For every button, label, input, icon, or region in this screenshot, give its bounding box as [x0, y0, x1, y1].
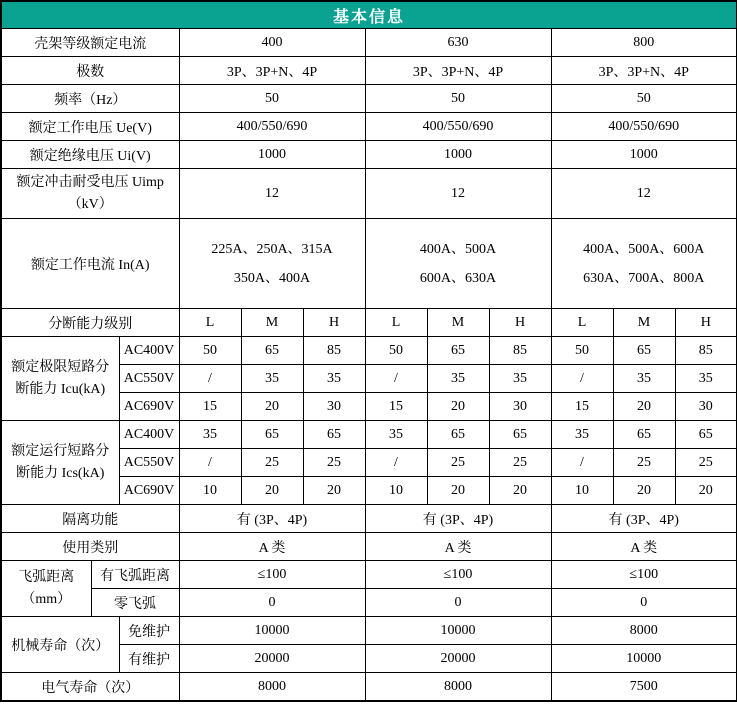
- row-label-ics-line1: 额定运行短路分: [11, 443, 110, 459]
- row-label-uimp-line1: 额定冲击耐受电压 Uimp: [16, 174, 164, 190]
- row-label-icu: [1, 337, 119, 421]
- value-cell: 12: [365, 169, 551, 219]
- sub-label: AC550V: [119, 449, 179, 477]
- row-label-frame-current: 壳架等级额定电流: [1, 29, 179, 57]
- value-cell: 12: [179, 169, 365, 219]
- value-cell: 20: [303, 477, 365, 505]
- value-cell: L: [179, 309, 241, 337]
- row-label-icu-line2: 断能力 Icu(kA): [15, 381, 106, 397]
- value-cell: M: [241, 309, 303, 337]
- value-cell: /: [179, 365, 241, 393]
- value-cell: 20000: [179, 645, 365, 673]
- value-cell: 20: [613, 393, 675, 421]
- value-line: 600A、630A: [419, 270, 497, 286]
- value-cell: 35: [303, 365, 365, 393]
- value-cell: 35: [613, 365, 675, 393]
- value-cell: ≤100: [179, 561, 365, 589]
- value-cell: 25: [427, 449, 489, 477]
- value-cell: 0: [179, 589, 365, 617]
- value-cell: 50: [179, 85, 365, 113]
- sub-label: 有维护: [119, 645, 179, 673]
- value-cell: /: [179, 449, 241, 477]
- row-label-mech-life: 机械寿命（次）: [1, 617, 119, 673]
- value-cell: 30: [489, 393, 551, 421]
- sub-label: AC690V: [119, 477, 179, 505]
- value-cell: 15: [365, 393, 427, 421]
- sub-label: 免维护: [119, 617, 179, 645]
- value-cell: M: [613, 309, 675, 337]
- value-cell: 35: [675, 365, 737, 393]
- value-cell: 10000: [551, 645, 737, 673]
- value-cell: 有 (3P、4P): [551, 505, 737, 533]
- value-cell: 30: [675, 393, 737, 421]
- value-cell: 25: [303, 449, 365, 477]
- value-cell: 65: [303, 421, 365, 449]
- row-label-uimp-line2: （kV）: [67, 196, 113, 212]
- value-cell: A 类: [179, 533, 365, 561]
- row-label-arc-line1: 飞弧距离: [18, 569, 75, 585]
- value-cell: 10000: [365, 617, 551, 645]
- value-cell: /: [551, 449, 613, 477]
- value-cell: 有 (3P、4P): [365, 505, 551, 533]
- value-cell: [365, 219, 551, 309]
- value-line: 400A、500A、600A: [583, 241, 705, 257]
- value-cell: 12: [551, 169, 737, 219]
- value-cell: 400/550/690: [551, 113, 737, 141]
- row-label-ui: 额定绝缘电压 Ui(V): [1, 141, 179, 169]
- sub-label: 有飞弧距离: [91, 561, 179, 589]
- value-cell: 50: [551, 85, 737, 113]
- value-cell: M: [427, 309, 489, 337]
- value-cell: 3P、3P+N、4P: [179, 57, 365, 85]
- value-cell: 35: [241, 365, 303, 393]
- value-cell: 50: [365, 337, 427, 365]
- value-cell: 10: [365, 477, 427, 505]
- row-label-elec-life: 电气寿命（次）: [1, 673, 179, 702]
- value-cell: 20: [241, 393, 303, 421]
- value-cell: 有 (3P、4P): [179, 505, 365, 533]
- value-cell: 65: [675, 421, 737, 449]
- value-line: 400A、500A: [419, 241, 497, 257]
- value-cell: 25: [675, 449, 737, 477]
- value-cell: 20: [613, 477, 675, 505]
- value-cell: 35: [427, 365, 489, 393]
- row-label-arc-line2: （mm）: [21, 591, 72, 607]
- value-cell: ≤100: [551, 561, 737, 589]
- value-cell: 800: [551, 29, 737, 57]
- value-cell: 35: [489, 365, 551, 393]
- value-cell: /: [365, 365, 427, 393]
- value-cell: 20: [489, 477, 551, 505]
- value-cell: 85: [303, 337, 365, 365]
- value-cell: 10: [179, 477, 241, 505]
- value-cell: ≤100: [365, 561, 551, 589]
- value-cell: 1000: [365, 141, 551, 169]
- value-cell: 8000: [551, 617, 737, 645]
- value-cell: 65: [427, 421, 489, 449]
- row-label-in: 额定工作电流 In(A): [1, 219, 179, 309]
- row-label-icu-line1: 额定极限短路分: [11, 359, 110, 375]
- value-cell: 1000: [551, 141, 737, 169]
- sub-label: AC400V: [119, 421, 179, 449]
- value-cell: 20: [427, 477, 489, 505]
- value-cell: 65: [613, 337, 675, 365]
- value-cell: 50: [551, 337, 613, 365]
- row-label-ics-line2: 断能力 Ics(kA): [16, 465, 105, 481]
- value-cell: 3P、3P+N、4P: [365, 57, 551, 85]
- value-cell: 15: [179, 393, 241, 421]
- value-cell: 0: [365, 589, 551, 617]
- value-line: 630A、700A、800A: [583, 270, 705, 286]
- value-cell: 20: [241, 477, 303, 505]
- sub-label: AC550V: [119, 365, 179, 393]
- value-cell: 400/550/690: [365, 113, 551, 141]
- value-cell: 25: [489, 449, 551, 477]
- value-cell: 1000: [179, 141, 365, 169]
- value-cell: 65: [489, 421, 551, 449]
- row-label-poles: 极数: [1, 57, 179, 85]
- value-line: 225A、250A、315A: [211, 241, 333, 257]
- value-cell: 50: [179, 337, 241, 365]
- value-cell: A 类: [365, 533, 551, 561]
- value-cell: 25: [613, 449, 675, 477]
- value-cell: 7500: [551, 673, 737, 702]
- value-cell: 8000: [179, 673, 365, 702]
- value-cell: H: [489, 309, 551, 337]
- value-cell: H: [303, 309, 365, 337]
- value-cell: 25: [241, 449, 303, 477]
- value-cell: 400/550/690: [179, 113, 365, 141]
- value-cell: 65: [241, 421, 303, 449]
- sub-label: AC690V: [119, 393, 179, 421]
- value-cell: 35: [179, 421, 241, 449]
- value-cell: L: [365, 309, 427, 337]
- value-line: 350A、400A: [233, 270, 311, 286]
- row-label-usage: 使用类别: [1, 533, 179, 561]
- value-cell: 30: [303, 393, 365, 421]
- value-cell: 85: [675, 337, 737, 365]
- value-cell: 20: [675, 477, 737, 505]
- row-label-arc-distance: [1, 561, 91, 617]
- value-cell: A 类: [551, 533, 737, 561]
- row-label-ics: [1, 421, 119, 505]
- value-cell: H: [675, 309, 737, 337]
- value-cell: 65: [613, 421, 675, 449]
- value-cell: L: [551, 309, 613, 337]
- value-cell: /: [365, 449, 427, 477]
- sub-label: 零飞弧: [91, 589, 179, 617]
- value-cell: 15: [551, 393, 613, 421]
- value-cell: 400: [179, 29, 365, 57]
- sub-label: AC400V: [119, 337, 179, 365]
- value-cell: 0: [551, 589, 737, 617]
- row-label-uimp: [1, 169, 179, 219]
- value-cell: 3P、3P+N、4P: [551, 57, 737, 85]
- value-cell: 65: [241, 337, 303, 365]
- row-label-isolation: 隔离功能: [1, 505, 179, 533]
- value-cell: 65: [427, 337, 489, 365]
- value-cell: 35: [365, 421, 427, 449]
- value-cell: 50: [365, 85, 551, 113]
- value-cell: [551, 219, 737, 309]
- table-title: 基本信息: [1, 1, 737, 29]
- value-cell: 10: [551, 477, 613, 505]
- row-label-breaking-class: 分断能力级别: [1, 309, 179, 337]
- value-cell: 8000: [365, 673, 551, 702]
- value-cell: 20000: [365, 645, 551, 673]
- value-cell: 20: [427, 393, 489, 421]
- row-label-frequency: 频率（Hz）: [1, 85, 179, 113]
- row-label-ue: 额定工作电压 Ue(V): [1, 113, 179, 141]
- value-cell: 630: [365, 29, 551, 57]
- value-cell: 10000: [179, 617, 365, 645]
- value-cell: [179, 219, 365, 309]
- value-cell: /: [551, 365, 613, 393]
- value-cell: 35: [551, 421, 613, 449]
- value-cell: 85: [489, 337, 551, 365]
